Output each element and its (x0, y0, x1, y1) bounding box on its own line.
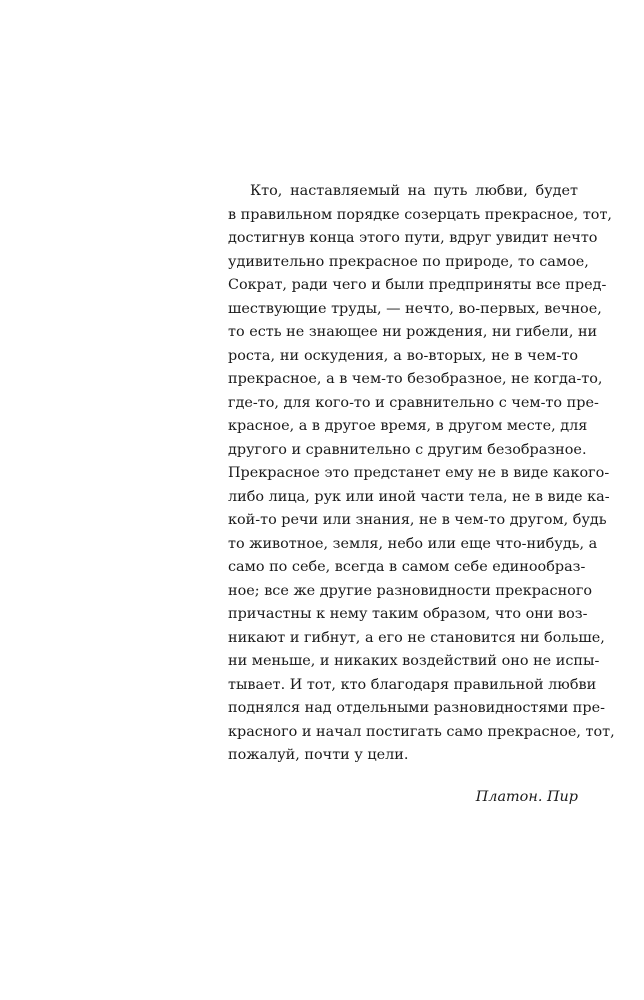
text-line: прекрасное, а в чем-то безобразное, не когда-то, (228, 371, 603, 387)
text-line: другого и сравнительно с другим безобразное. (228, 441, 587, 458)
text-line: ни меньше, и никаких воздействий оно не испы- (228, 653, 600, 669)
epigraph-text (228, 180, 615, 768)
text-line: шествующие труды, — нечто, во-первых, вечное, (228, 300, 602, 317)
text-line: само по себе, всегда в самом себе единообраз- (228, 559, 586, 575)
epigraph (228, 180, 615, 809)
text-line: где-то, для кого-то и сравнительно с чем-то пре- (228, 394, 599, 411)
text-line: поднялся над отдельными разновидностями пре- (228, 700, 605, 716)
text-line: то животное, земля, небо или еще что-нибудь, а (228, 535, 598, 552)
text-line: Кто, наставляемый на путь любви, будет (250, 183, 578, 199)
text-line: достигнув конца этого пути, вдруг увидит нечто (228, 230, 598, 246)
text-line: то есть не знающее ни рождения, ни гибели, ни (228, 324, 598, 340)
text-line: роста, ни оскудения, а во-вторых, не в чем-то (228, 347, 578, 364)
text-line: либо лица, рук или иной части тела, не в виде ка- (228, 488, 610, 505)
text-line: Прекрасное это предстанет ему не в виде какого- (228, 465, 610, 481)
text-line: удивительно прекрасное по природе, то самое, (228, 253, 589, 270)
text-line: Сократ, ради чего и были предприняты все пред- (228, 277, 607, 293)
text-line: никают и гибнут, а его не становится ни больше, (228, 629, 605, 646)
text-line: причастны к нему таким образом, что они воз- (228, 606, 588, 622)
text-line: красного и начал постигать само прекрасное, тот, (228, 723, 615, 740)
text-line: пожалуй, почти у цели. (228, 747, 409, 763)
epigraph-attribution: Платон. Пир (475, 788, 578, 805)
text-line: тывает. И тот, кто благодаря правильной любви (228, 676, 597, 693)
text-line: ное; все же другие разновидности прекрасного (228, 582, 593, 599)
text-line: в правильном порядке созерцать прекрасное, тот, (228, 206, 612, 223)
text-line: кой-то речи или знания, не в чем-то другом, будь (228, 512, 607, 528)
text-line: красное, а в другое время, в другом месте, для (228, 418, 588, 434)
